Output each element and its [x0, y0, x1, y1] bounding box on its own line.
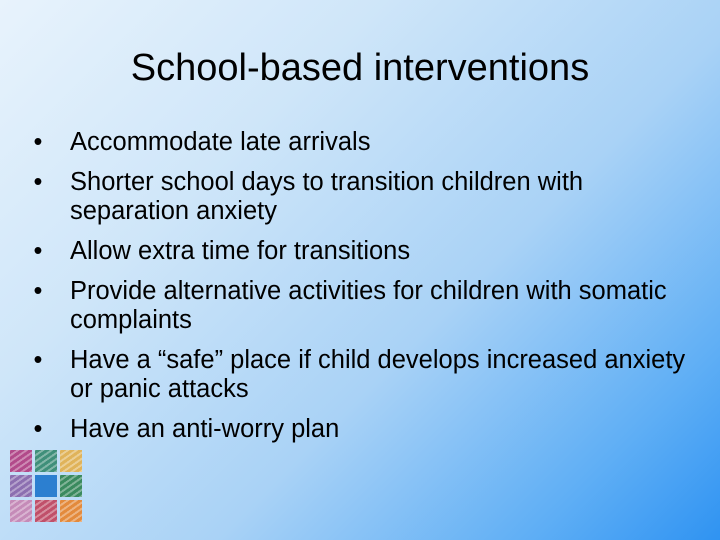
bullet-text: Provide alternative activities for children with somatic complaints [70, 277, 667, 334]
bullet-item [30, 277, 700, 335]
bullet-item [30, 237, 700, 266]
bullet-dot: • [33, 277, 43, 305]
logo-mosaic [10, 450, 82, 522]
logo-tile [60, 475, 82, 497]
logo-tile [10, 475, 32, 497]
bullet-dot: • [33, 237, 43, 265]
logo-tile [10, 450, 32, 472]
bullet-dot: • [33, 415, 43, 443]
bullet-item [30, 128, 700, 157]
logo-tile [35, 500, 57, 522]
logo-tile [60, 500, 82, 522]
bullet-text: Have an anti-worry plan [70, 415, 340, 443]
bullet-text: Have a “safe” place if child develops increased anxiety or panic attacks [70, 346, 686, 403]
bullet-dot: • [33, 346, 43, 374]
bullet-list [30, 128, 700, 455]
logo-tile [35, 450, 57, 472]
bullet-text: Allow extra time for transitions [70, 237, 411, 265]
bullet-text: Shorter school days to transition children with separation anxiety [70, 168, 584, 225]
bullet-item [30, 346, 700, 404]
bullet-item [30, 415, 700, 444]
bullet-text: Accommodate late arrivals [70, 128, 371, 156]
logo-tile [35, 475, 57, 497]
logo-tile [60, 450, 82, 472]
bullet-item [30, 168, 700, 226]
slide-title: School-based interventions [130, 47, 590, 89]
bullet-dot: • [33, 168, 43, 196]
bullet-dot: • [33, 128, 43, 156]
logo-tile [10, 500, 32, 522]
